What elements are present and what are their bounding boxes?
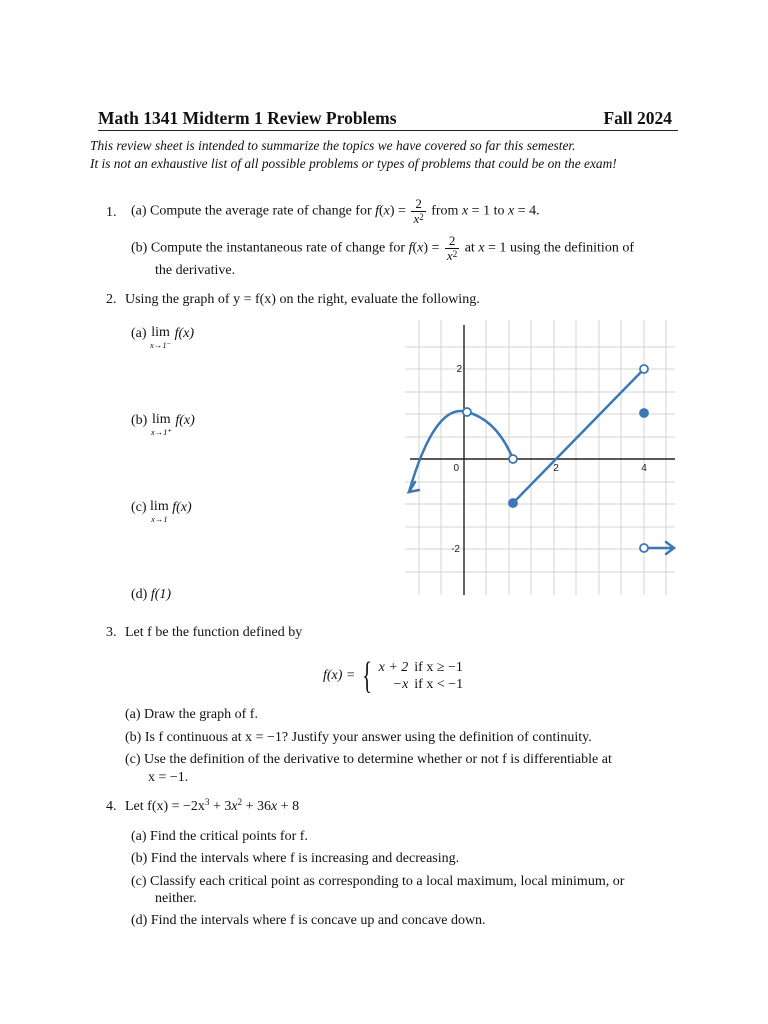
problem-2a: (a) lim x→1⁻ f(x) [131,325,194,350]
problem-3-text: Let f be the function defined by [125,625,303,640]
problem-3b: (b) Is f continuous at x = −1? Justify your answer using the definition of continuity. [125,730,592,745]
piecewise-lhs: f(x) = [323,668,356,683]
problem-3c-cont: x = −1. [148,770,189,785]
problem-2-text: Using the graph of y = f(x) on the right, evaluate the following. [125,292,480,307]
intro-text [90,137,617,173]
problem-1a: (a) Compute the average rate of change for f(x) = $\frac{2}{x^2}$ from x = 1 to x = 4. [131,196,540,226]
function-graph [405,320,680,600]
case-2-expr: −x [392,677,409,692]
problem-4b: (b) Find the intervals where f is increasing and decreasing. [131,851,460,866]
tick-y-2: 2 [456,364,462,375]
problem-4c: (c) Classify each critical point as corresponding to a local maximum, local minimum, or [131,874,625,889]
problem-4-text: Let $f(x) = -2x^3 + 3x^2 + 36x + 8$ [125,797,300,814]
problem-1b-label: (b) [131,240,148,256]
case-1-cond: if x ≥ −1 [414,660,463,675]
problem-1a-label: (a) [131,203,147,219]
problem-2c: (c) lim x→1 f(x) [131,499,192,524]
problem-3a: (a) Draw the graph of f. [125,707,258,722]
problem-2d: (d) f(1) [131,587,172,602]
open-point [640,365,648,373]
problem-2-number: 2. [106,292,117,307]
problem-1-number: 1. [106,205,117,220]
intro-line-2: It is not an exhaustive list of all possible problems or types of problems that could be on the exam! [90,156,617,171]
piecewise-definition [322,656,470,696]
problem-1b-text: Compute the instantaneous rate of change for [150,240,406,256]
header-bar [98,106,678,131]
open-point [509,455,517,463]
tick-x-2: 2 [553,463,559,474]
parabola-segment [409,411,513,492]
problem-4d: (d) Find the intervals where f is concave up and concave down. [131,913,486,928]
closed-point [509,499,517,507]
problem-1a-text: Compute the average rate of change for [150,203,372,219]
term-label: Fall 2024 [603,108,672,128]
grid-lines [405,320,675,595]
problem-3-number: 3. [106,625,117,640]
open-point [640,544,648,552]
tick-y-neg2: -2 [451,544,460,555]
tick-x-0: 0 [453,463,459,474]
fraction: $\frac{2}{x^2}$ [446,233,458,263]
problem-2b: (b) lim x→1⁺ f(x) [131,412,195,437]
linear-segment [513,369,644,503]
document-title: Math 1341 Midterm 1 Review Problems [98,108,397,128]
closed-point [640,409,648,417]
intro-line-1: This review sheet is intended to summarize the topics we have covered so far this semester. [90,138,576,153]
case-2-cond: if x < −1 [414,677,464,692]
brace-icon: { [362,655,373,697]
problem-1b: (b) Compute the instantaneous rate of change for f(x) = $\frac{2}{x^2}$ at x = 1 using the definition of [131,233,634,263]
problem-1b-cont: the derivative. [155,263,236,278]
fraction: $\frac{2}{x^2}$ [413,196,424,226]
open-point [463,408,471,416]
problem-4-number: 4. [106,799,117,814]
problem-4c-cont: neither. [155,891,197,906]
function-curve [409,369,674,554]
problem-3c: (c) Use the definition of the derivative to determine whether or not f is differentiable at [125,752,612,767]
problem-4a: (a) Find the critical points for f. [131,829,308,844]
tick-x-4: 4 [641,463,647,474]
case-1-expr: x + 2 [378,660,409,675]
